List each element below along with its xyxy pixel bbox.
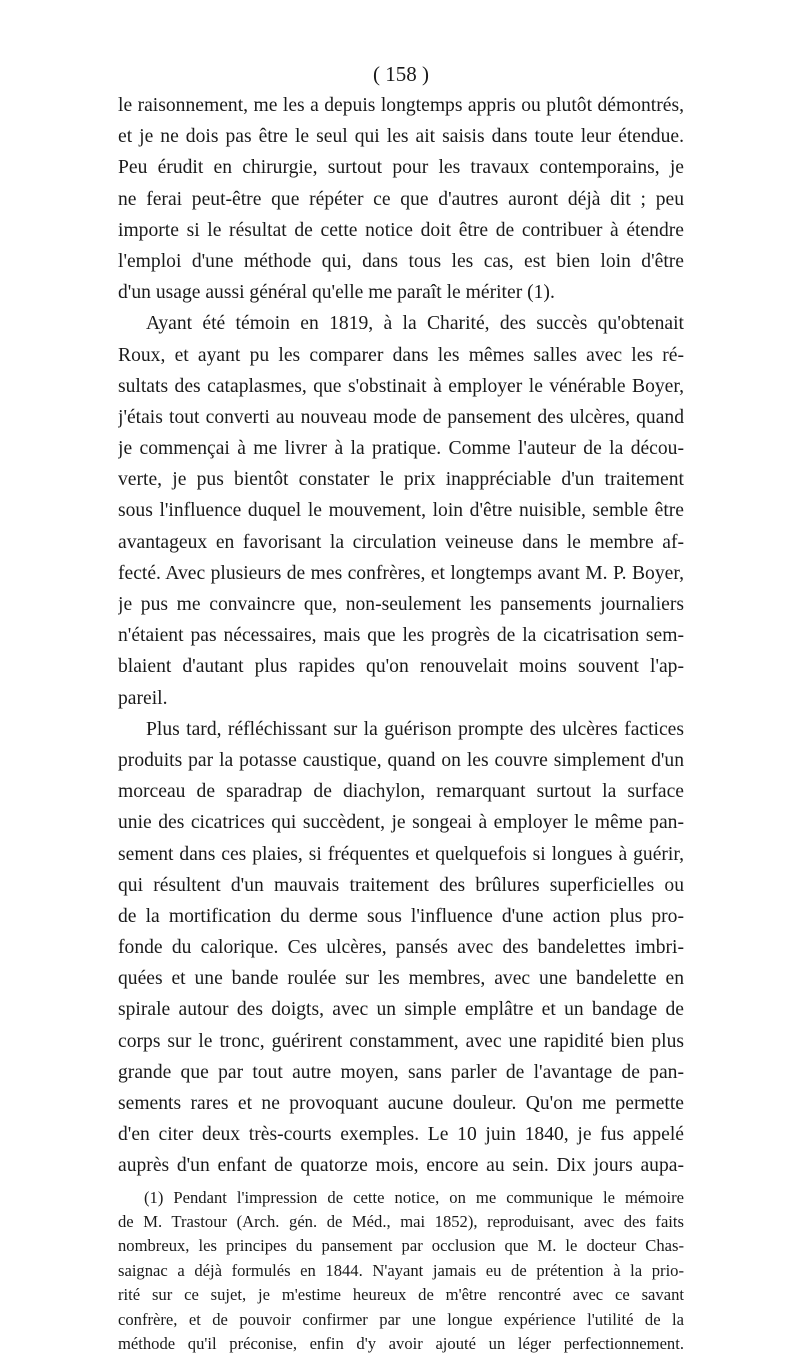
text-line: Roux, et ayant pu les comparer dans les mêmes salles avec les ré- <box>118 344 684 366</box>
text-line: unie des cicatrices qui succèdent, je songeai à employer le même pan- <box>118 812 684 834</box>
text-line: importe si le résultat de cette notice doit être de contribuer à étendre <box>118 219 684 241</box>
page-number: ( 158 ) <box>373 62 429 86</box>
text-line: Peu érudit en chirurgie, surtout pour les travaux contemporains, je <box>118 157 684 179</box>
text-line: sement dans ces plaies, si fréquentes et quelquefois si longues à guérir, <box>118 843 684 865</box>
footnote-line: saignac a déjà formulés en 1844. N'ayant jamais eu de prétention à la prio- <box>118 1260 684 1280</box>
text-line: sements rares et ne provoquant aucune douleur. Qu'on me permette <box>118 1093 684 1114</box>
text-line: le raisonnement, me les a depuis longtemps appris ou plutôt démontrés, <box>118 95 684 116</box>
text-line: ne ferai peut-être que répéter ce que d'autres auront déjà dit ; peu <box>118 188 684 210</box>
footnote-line: (1) Pendant l'impression de cette notice, on me communique le mémoire <box>144 1187 684 1207</box>
text-line: verte, je pus bientôt constater le prix inappréciable d'un traitement <box>118 469 684 491</box>
footnote-line: méthode qu'il préconise, enfin d'y avoir ajouté un léger perfectionnement. <box>118 1333 684 1353</box>
text-line: quées et une bande roulée sur les membres, avec une bandelette en <box>118 968 684 990</box>
text-line: d'en citer deux très-courts exemples. Le 10 juin 1840, je fus appelé <box>118 1124 684 1146</box>
text-line: morceau de sparadrap de diachylon, remarquant surtout la surface <box>118 781 684 803</box>
text-line: n'étaient pas nécessaires, mais que les progrès de la cicatrisation sem- <box>118 625 684 647</box>
text-line: Ayant été témoin en 1819, à la Charité, des succès qu'obtenait <box>146 313 684 335</box>
text-line: qui résultent d'un mauvais traitement des brûlures superficielles ou <box>118 874 684 896</box>
text-line: fonde du calorique. Ces ulcères, pansés avec des bandelettes imbri- <box>118 937 684 959</box>
footnote-line: confrère, et de pouvoir confirmer par une longue expérience l'utilité de la <box>118 1309 684 1329</box>
text-line: je pus me convaincre que, non-seulement les pansements journaliers <box>118 594 684 615</box>
text-line: l'emploi d'une méthode qui, dans tous les cas, est bien loin d'être <box>118 250 684 272</box>
text-line: Plus tard, réfléchissant sur la guérison prompte des ulcères factices <box>146 718 684 740</box>
text-line: fecté. Avec plusieurs de mes confrères, et longtemps avant M. P. Boyer, <box>118 562 684 584</box>
text-line: corps sur le tronc, guérirent constamment, avec une rapidité bien plus <box>118 1030 684 1052</box>
text-line: d'un usage aussi général qu'elle me paraît le mériter (1). <box>118 282 555 304</box>
text-line: et je ne dois pas être le seul qui les ait saisis dans toute leur étendue. <box>118 126 684 148</box>
text-line: grande que par tout autre moyen, sans parler de l'avantage de pan- <box>118 1061 684 1083</box>
footnote-line: rité sur ce sujet, je m'estime heureux de m'être rencontré avec ce savant <box>118 1285 684 1305</box>
text-line: j'étais tout converti au nouveau mode de pansement des ulcères, quand <box>118 406 684 428</box>
footnote-line: de M. Trastour (Arch. gén. de Méd., mai 1852), reproduisant, avec des faits <box>118 1211 684 1231</box>
body-text <box>118 90 684 1182</box>
text-line: auprès d'un enfant de quatorze mois, encore au sein. Dix jours aupa- <box>118 1155 684 1177</box>
footnote <box>118 1186 684 1356</box>
text-line: sultats des cataplasmes, que s'obstinait à employer le vénérable Boyer, <box>118 375 684 397</box>
text-line: blaient d'autant plus rapides qu'on renouvelait moins souvent l'ap- <box>118 656 684 678</box>
text-line: pareil. <box>118 687 168 709</box>
book-page <box>118 60 684 1356</box>
text-line: je commençai à me livrer à la pratique. Comme l'auteur de la décou- <box>118 438 684 460</box>
text-line: spirale autour des doigts, avec un simple emplâtre et un bandage de <box>118 999 684 1021</box>
text-line: de la mortification du derme sous l'influence d'une action plus pro- <box>118 905 684 927</box>
footnote-line: nombreux, les principes du pansement par occlusion que M. le docteur Chas- <box>118 1236 684 1256</box>
text-line: avantageux en favorisant la circulation veineuse dans le membre af- <box>118 531 684 553</box>
text-line: produits par la potasse caustique, quand on les couvre simplement d'un <box>118 749 684 771</box>
text-line: sous l'influence duquel le mouvement, loin d'être nuisible, semble être <box>118 500 684 522</box>
